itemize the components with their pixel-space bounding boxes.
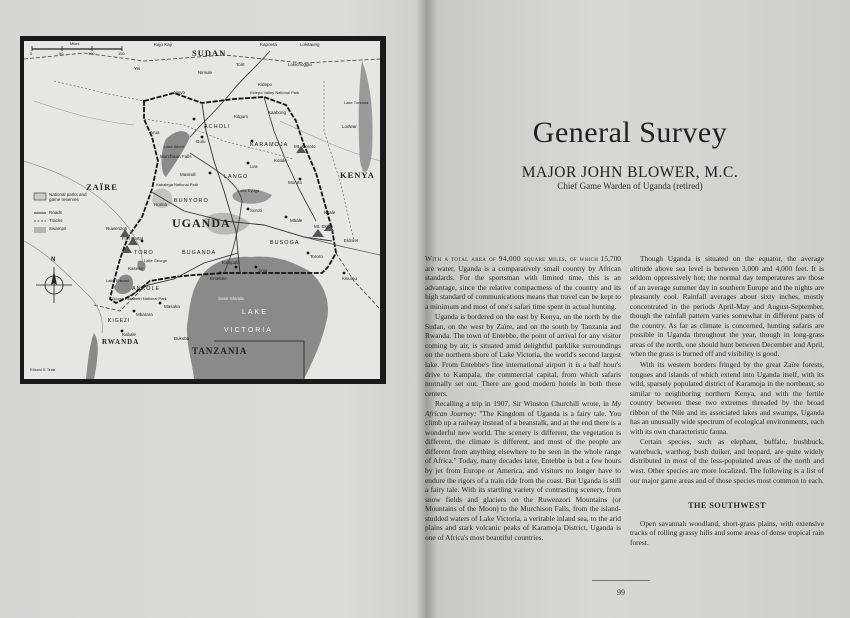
paragraph-3-a: Recalling a trip in 1907, Sir Winston Churchill wrote, in (435, 399, 609, 409)
place-kotido: Kotido (274, 158, 287, 163)
place-lokichokio: Lokichoggio (288, 62, 313, 67)
place-moroto: Moroto (288, 180, 303, 185)
place-mt-moroto: Mt. Moroto (294, 144, 316, 149)
paragraph-6: Certain species, such as elephant, buffalo, bushbuck, waterbuck, warthog, bush duiker, and leopard, are quite widely distributed in most of the less-populated areas of the north and west. Other species are more localized. The following is a list of our major game areas and of those species most common to each. (630, 437, 824, 485)
place-ruwenzori: Ruwenzori (106, 226, 128, 231)
place-kisumu: Kisumu (342, 276, 358, 281)
region-acholi: ACHOLI (204, 124, 231, 130)
footer-rule (592, 580, 650, 581)
place-queen-elizabeth: Queen Elizabeth National Park (112, 296, 167, 301)
region-rwanda: RWANDA (102, 338, 140, 346)
legend-tracks: Tracks (49, 218, 63, 223)
region-zaire: ZAÏRE (86, 182, 118, 192)
track-northwest (54, 81, 144, 101)
paragraph-3 (425, 399, 621, 542)
place-masindi: Masindi (180, 172, 196, 177)
lead-smallcaps: With a total area of 94,000 square miles, of which (425, 254, 599, 263)
legend-roads: Roads (49, 210, 63, 215)
road-karamoja (264, 97, 316, 221)
region-ankole: ANKOLE (132, 286, 161, 292)
place-bukoba: Bukoba (174, 336, 190, 341)
place-mbale: Mbale (290, 218, 303, 223)
region-lango: LANGO (224, 174, 249, 180)
place-mbarara: Mbarara (136, 312, 153, 317)
place-kapoeta: Kapoeta (260, 42, 277, 47)
paragraph-7: Open savannah woodland, short-grass plains, with extensive tracks of rolling grassy hills and some areas of dense tropical rain forest. (630, 518, 824, 547)
place-kabale: Kabale (122, 332, 137, 337)
place-kasese: Kasese (128, 266, 144, 271)
place-lake-kyoga: Lake Kyoga (238, 188, 260, 193)
place-kidepo-np: Kidepo Valley National Park (250, 90, 300, 95)
place-moyo: Moyo (174, 90, 186, 95)
paragraph-2: Uganda is bordered on the east by Kenya, on the north by the Sudan, on the west by Zaïre, and on the south by Tanzania and Rwanda. The town of Entebbe, the point of arrival for any visitor coming by air, is situated amid delightful parklike surroundings on the northern shore of Lake Victoria, the world's second largest lake. From Entebbe's fine international airport it is a half hour's drive to Kampala, the commercial capital, from which safaris normally set out. There are good modern hotels in both these centers. (425, 312, 621, 398)
scale-unit: Miles (70, 41, 80, 46)
place-hoima: Hoima (154, 202, 168, 207)
scale-tick-150: 150 (118, 51, 125, 56)
text-column-right (630, 254, 824, 548)
place-murchison: Murchison Falls (160, 154, 192, 159)
paragraph-3-b: "The Kingdom of Uganda is a fairy tale. You climb up a railway instead of a beanstalk, and at the end there is a wonderful new world. The scenery is different, the vegetation is different, the climate is different, and most of the people are different from anything elsewhere to be seen in the whole range of Africa." Today, many decades later, Entebbe is but a few hours by jet from Europe or America, and visitors no longer have to endure the rigors of a train ride from the coast. But Uganda is still a fairy tale. With its startling variety of contrasting scenery, from snow fields and glaciers on the Ruwenzori Mountains (or Mountains of the Moon) to the Murchison Falls, from the island-studded waters of Lake Victoria, a veritable inland sea, to the arid plains and stark volcanic peaks of Karamoja District, Uganda is one of Africa's most beautiful countries. (425, 408, 622, 542)
region-toro: TORO (134, 250, 154, 256)
place-kitgum: Kitgum (234, 114, 249, 119)
section-heading: THE SOUTHWEST (688, 501, 766, 511)
scale-bar (32, 46, 122, 51)
scale-tick-100: 100 (88, 51, 95, 56)
article-author: MAJOR JOHN BLOWER, M.C. (521, 164, 739, 181)
place-tororo: Tororo (310, 254, 323, 259)
region-karamoja: KARAMOJA (250, 142, 289, 148)
map-credit: Edward S. Teale (30, 368, 56, 372)
lake-kivu (86, 333, 98, 379)
region-kigezi: KIGEZI (108, 318, 131, 324)
place-mt-elgon: Mt. Elgon (314, 224, 334, 229)
book-title: My African Journey: (425, 399, 622, 418)
place-lake-george: Lake George (144, 258, 168, 263)
map-legend (34, 193, 46, 233)
place-fort-portal: Fort Portal (122, 236, 144, 241)
legend-swamps: Swamps (49, 226, 67, 231)
road-kenya (304, 237, 380, 255)
region-busoga: BUSOGA (270, 240, 300, 246)
region-kenya: KENYA (340, 170, 375, 180)
place-gulu: Gulu (196, 139, 206, 144)
place-lokitaung: Lokitaung (300, 42, 320, 47)
place-kitale: Kitale (324, 210, 336, 215)
legend-parks: National parks and game reserves (49, 192, 87, 202)
river-sw (24, 241, 102, 333)
map-frame (20, 36, 386, 384)
paragraph-1 (425, 254, 621, 311)
label-lake: LAKE (242, 309, 268, 316)
place-kabalega: Kabalega National Park (156, 182, 199, 187)
paragraph-5: With its western borders fringed by the great Zaïre forests, tongues and islands of which extend into Uganda itself, with its wild, sparsely populated district of Karamoja in the northeast, so similar to neighboring northern Kenya, and with the fertile country between these two extremes threaded by the broad ribbon of the Nile and its associated lakes and swamps, Uganda has an unusually wide spectrum of ecological environments, each with its own characteristic fauna. (630, 360, 824, 436)
place-arua: Arua (150, 130, 160, 135)
place-eldoret: Eldoret (344, 238, 359, 243)
place-sese: Sese Islands (218, 296, 244, 301)
region-uganda: UGANDA (172, 216, 231, 230)
text-column-left (425, 254, 621, 543)
label-victoria: VICTORIA (224, 327, 273, 334)
region-sudan: SUDAN (192, 48, 227, 58)
article-title: General Survey (532, 116, 728, 149)
place-lodwar: Lodwar (342, 124, 357, 129)
place-kaabong: Kaabong (268, 110, 287, 115)
place-lake-edward: Lake Edward (106, 278, 130, 283)
place-masaka: Masaka (164, 304, 180, 309)
place-entebbe: Entebbe (210, 276, 227, 281)
place-jinja: Jinja (258, 268, 268, 273)
paragraph-4: Though Uganda is situated on the equator, the average altitude above sea level is between 3,000 and 4,000 feet. It is seldom oppressively hot; the normal day temperatures are those of an average summer day in southern Europe and the nights are pleasantly cool. Rainfall averages about sixty inches, mostly concentrated in the periods April-May and August-September, though the rainfall pattern varies somewhat in different parts of the country. As far as climate is concerned, hunting safaris are possible in Uganda throughout the year, though in long-grass areas of the north, one should hunt between December and April, when the grass is burned off and visibility is good. (630, 254, 824, 359)
place-nimule: Nimule (198, 70, 213, 75)
paragraph-1-rest: 15,700 are water, Uganda is a comparatively small country by African standards. For the sportsman with limited time, this is an advantage, since the relative compactness of the country and its high standard of communications means that travel can be kept to a minimum and most of one's safari time spent in actual hunting. (425, 254, 621, 311)
page-number: 99 (617, 588, 625, 597)
uganda-map (24, 41, 380, 379)
scale-tick-50: 50 (59, 51, 64, 56)
compass-rose (36, 267, 72, 303)
region-buganda: BUGANDA (182, 250, 217, 256)
river-nw (34, 101, 134, 125)
region-bunyoro: BUNYORO (174, 198, 209, 204)
place-lake-albert: Lake Albert (164, 144, 185, 149)
place-kajo-kaji: Kajo Kaji (154, 42, 172, 47)
scale-tick-0: 0 (30, 51, 33, 56)
compass-north-label: N (51, 257, 56, 263)
region-tanzania: TANZANIA (192, 346, 248, 356)
place-lira: Lira (250, 164, 258, 169)
place-soroti: Soroti (250, 208, 262, 213)
place-kidepo: Kidepo (258, 82, 273, 87)
place-lake-turkana: Lake Turkana (344, 100, 369, 105)
place-torit: Torit (236, 62, 245, 67)
place-yei: Yei (134, 66, 141, 71)
place-kampala: Kampala (222, 260, 240, 265)
author-role: Chief Game Warden of Uganda (retired) (557, 181, 703, 191)
